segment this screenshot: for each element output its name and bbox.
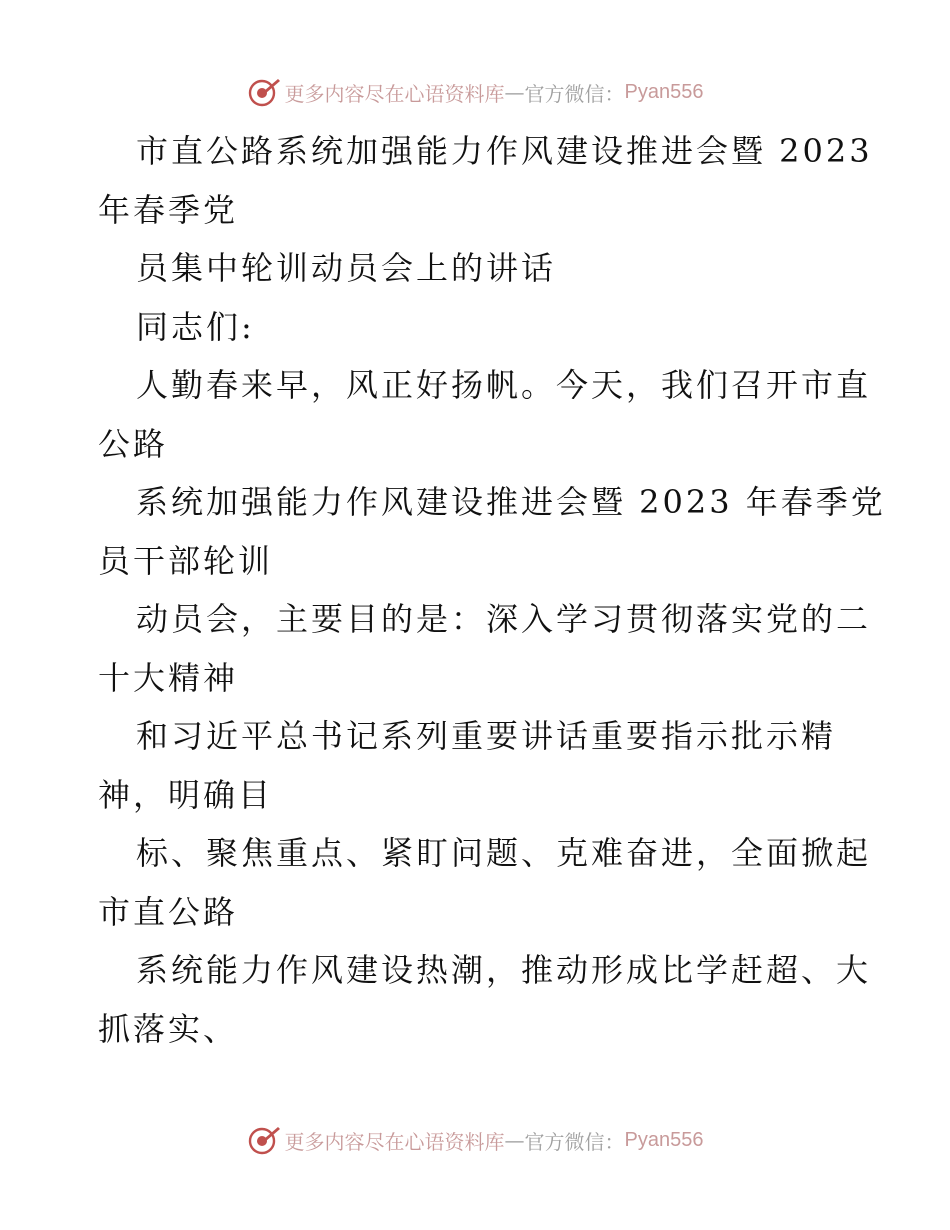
header-watermark: [0, 72, 950, 112]
watermark-site-text: 更多内容尽在心语资料库: [284, 81, 505, 106]
watermark-separator: —: [504, 1128, 525, 1152]
text-line: 抓落实、: [98, 1009, 239, 1048]
watermark-label: 官方微信：: [524, 1129, 625, 1154]
text-line: 神，明确目: [98, 775, 274, 814]
text-line: 系统能力作风建设热潮，推动形成比学赶超、大: [136, 951, 872, 989]
text-line: 动员会，主要目的是：深入学习贯彻落实党的二: [136, 600, 872, 638]
text-line: 市直公路: [98, 892, 239, 931]
text-line: 和习近平总书记系列重要讲话重要指示批示精: [136, 717, 837, 755]
watermark-site-text: 更多内容尽在心语资料库: [284, 1129, 505, 1154]
watermark-label: 官方微信：: [524, 81, 625, 106]
text-line: 系统加强能力作风建设推进会暨 2023 年春季党: [136, 483, 886, 521]
footer-watermark: [0, 1120, 950, 1160]
pen-logo-icon: [247, 75, 281, 109]
text-line: 公路: [98, 424, 169, 463]
watermark-wechat-id: Pyan556: [624, 80, 704, 103]
watermark-wechat-id: Pyan556: [624, 1128, 704, 1151]
text-line: 员集中轮训动员会上的讲话: [136, 249, 557, 287]
document-body: [98, 122, 886, 1058]
watermark-separator: —: [504, 80, 525, 104]
text-line: 十大精神: [98, 658, 239, 697]
text-line: 标、聚焦重点、紧盯问题、克难奋进，全面掀起: [136, 834, 872, 872]
text-line: 年春季党: [98, 190, 239, 229]
pen-logo-icon: [247, 1123, 281, 1157]
text-line: 同志们:: [136, 307, 255, 346]
text-line: 市直公路系统加强能力作风建设推进会暨 2023: [136, 132, 873, 170]
text-line: 人勤春来早，风正好扬帆。今天，我们召开市直: [136, 366, 872, 404]
text-line: 员干部轮训: [98, 541, 274, 580]
